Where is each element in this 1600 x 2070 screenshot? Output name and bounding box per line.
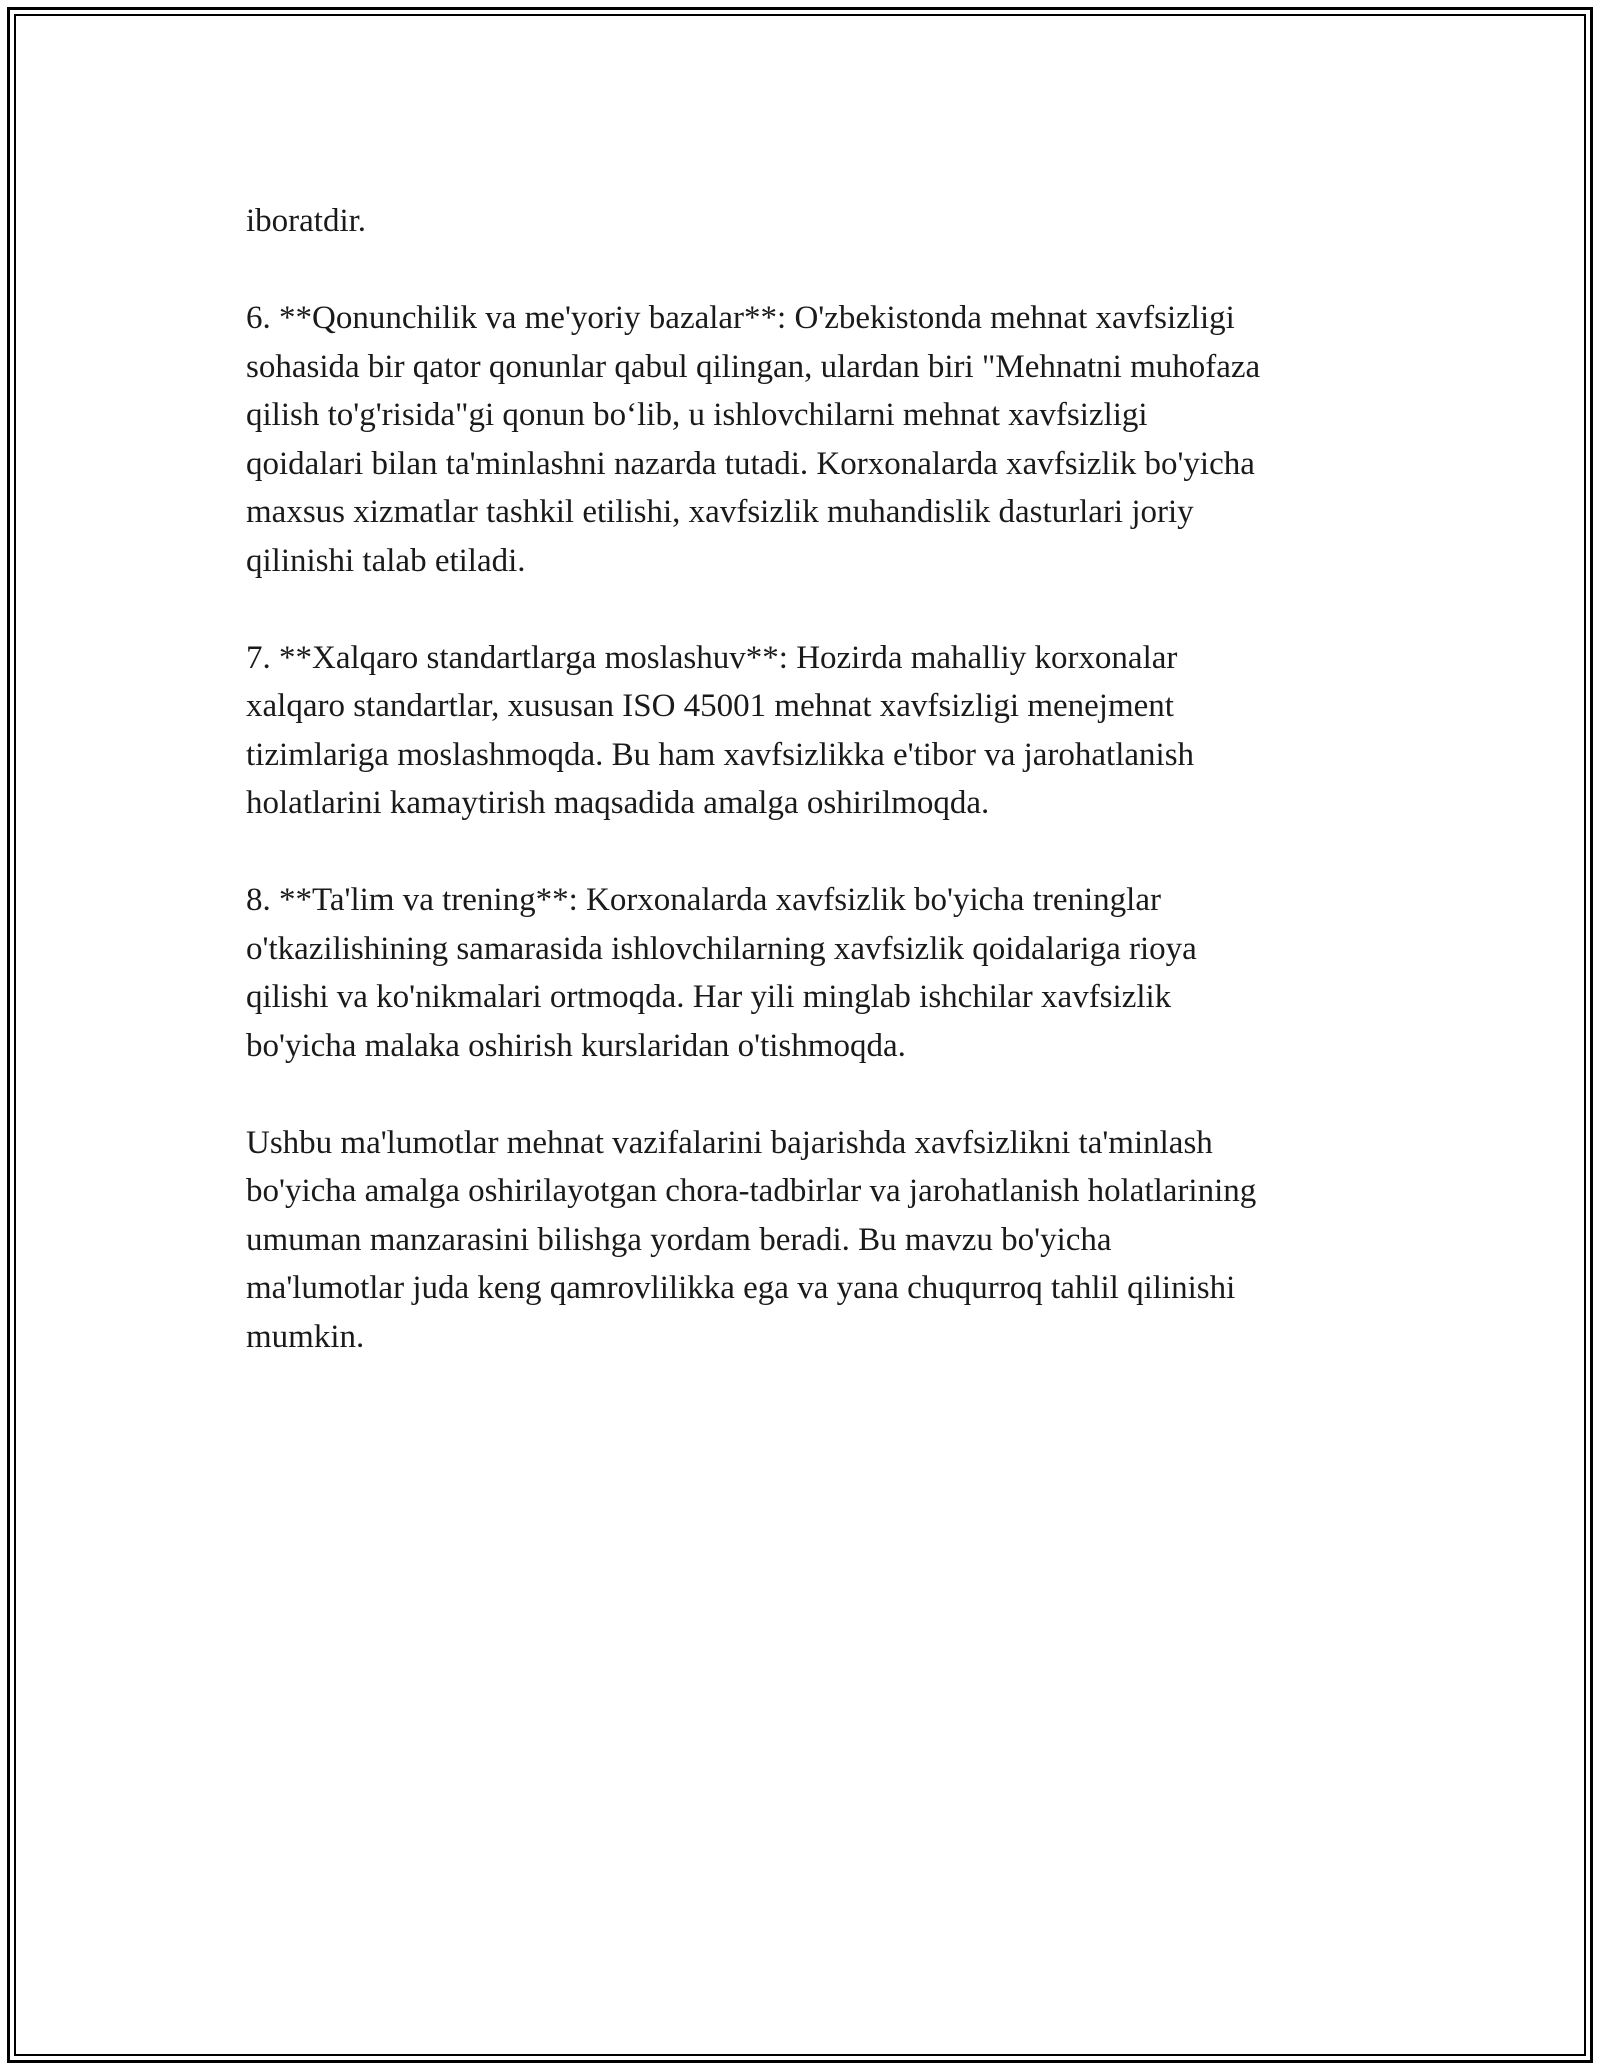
text-line: tizimlariga moslashmoqda. Bu ham xavfsizlikka e'tibor va jarohatlanish <box>246 736 1195 773</box>
text-line: bo'yicha amalga oshirilayotgan chora-tadbirlar va jarohatlanish holatlarining <box>246 1173 1257 1209</box>
text-line: qilish to'g'risida"gi qonun bo‘lib, u ishlovchilarni mehnat xavfsizligi <box>246 397 1148 433</box>
text-line: holatlarini kamaytirish maqsadida amalga oshirilmoqda. <box>246 785 990 821</box>
text-line: mumkin. <box>246 1318 365 1355</box>
text-line: 6. **Qonunchilik va me'yoriy bazalar**: O'zbekistonda mehnat xavfsizligi <box>246 300 1235 336</box>
paragraph-item-6 <box>246 294 1376 585</box>
paragraph-conclusion <box>246 1119 1376 1362</box>
page-frame <box>7 7 1593 2063</box>
text-line: qilishi va ko'nikmalari ortmoqda. Har yili minglab ishchilar xavfsizlik <box>246 979 1172 1015</box>
paragraph-intro-end <box>246 197 1376 246</box>
text-line: iboratdir. <box>246 203 367 239</box>
text-line: qilinishi talab etiladi. <box>246 542 526 579</box>
text-line: bo'yicha malaka oshirish kurslaridan o'tishmoqda. <box>246 1027 906 1064</box>
paragraph-item-8 <box>246 876 1376 1070</box>
text-line: Ushbu ma'lumotlar mehnat vazifalarini bajarishda xavfsizlikni ta'minlash <box>246 1124 1213 1161</box>
text-line: ma'lumotlar juda keng qamrovlilikka ega va yana chuqurroq tahlil qilinishi <box>246 1270 1236 1306</box>
text-line: umuman manzarasini bilishga yordam beradi. Bu mavzu bo'yicha <box>246 1221 1112 1258</box>
text-line: sohasida bir qator qonunlar qabul qilingan, ulardan biri "Mehnatni muhofaza <box>246 348 1261 385</box>
text-line: maxsus xizmatlar tashkil etilishi, xavfsizlik muhandislik dasturlari joriy <box>246 494 1194 530</box>
paragraph-item-7 <box>246 634 1376 828</box>
text-line: 7. **Xalqaro standartlarga moslashuv**: Hozirda mahalliy korxonalar <box>246 639 1178 676</box>
text-line: xalqaro standartlar, xususan ISO 45001 mehnat xavfsizligi menejment <box>246 688 1174 724</box>
document-body <box>246 197 1376 1410</box>
text-line: o'tkazilishining samarasida ishlovchilarning xavfsizlik qoidalariga rioya <box>246 930 1197 967</box>
text-line: 8. **Ta'lim va trening**: Korxonalarda xavfsizlik bo'yicha treninglar <box>246 882 1161 918</box>
text-line: qoidalari bilan ta'minlashni nazarda tutadi. Korxonalarda xavfsizlik bo'yicha <box>246 445 1255 482</box>
